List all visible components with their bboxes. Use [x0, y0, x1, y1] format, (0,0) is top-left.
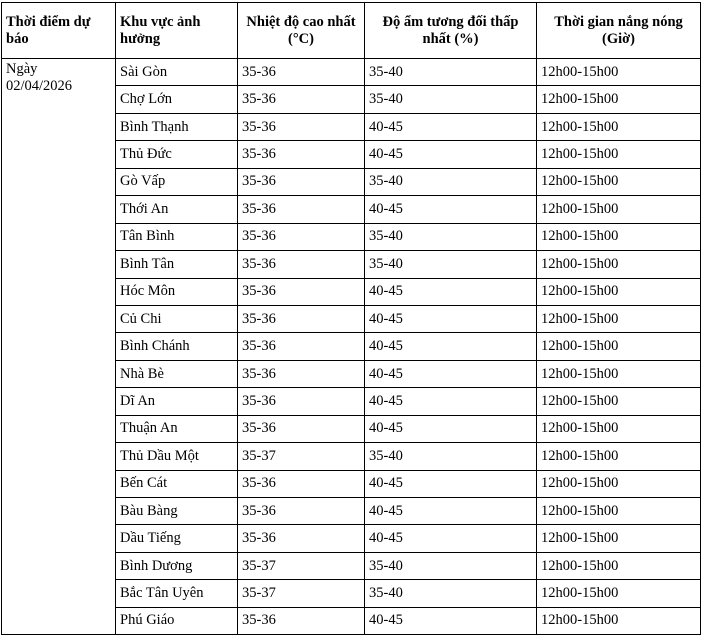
- heat-hours-cell: 12h00-15h00: [537, 278, 701, 305]
- humidity-cell: 40-45: [365, 196, 537, 223]
- area-cell: Thới An: [116, 196, 238, 223]
- heat-hours-cell: 12h00-15h00: [537, 580, 701, 607]
- temperature-cell: 35-36: [238, 196, 365, 223]
- header-affected-area: Khu vực ảnh hưởng: [116, 3, 238, 59]
- heat-hours-cell: 12h00-15h00: [537, 168, 701, 195]
- humidity-cell: 35-40: [365, 552, 537, 579]
- humidity-cell: 40-45: [365, 525, 537, 552]
- humidity-cell: 40-45: [365, 360, 537, 387]
- forecast-date-label: Ngày: [6, 61, 38, 77]
- area-cell: Chợ Lớn: [116, 86, 238, 113]
- area-cell: Bình Chánh: [116, 333, 238, 360]
- forecast-date-value: 02/04/2026: [6, 78, 73, 94]
- forecast-date-cell: [2, 59, 116, 635]
- table-body: [2, 59, 701, 635]
- area-cell: Tân Bình: [116, 223, 238, 250]
- area-cell: Bến Cát: [116, 470, 238, 497]
- temperature-cell: 35-37: [238, 443, 365, 470]
- humidity-cell: 40-45: [365, 278, 537, 305]
- area-cell: Sài Gòn: [116, 59, 238, 86]
- humidity-cell: 40-45: [365, 305, 537, 332]
- heat-hours-cell: 12h00-15h00: [537, 196, 701, 223]
- area-cell: Dầu Tiếng: [116, 525, 238, 552]
- humidity-cell: 35-40: [365, 223, 537, 250]
- humidity-cell: 40-45: [365, 415, 537, 442]
- temperature-cell: 35-36: [238, 59, 365, 86]
- temperature-cell: 35-36: [238, 360, 365, 387]
- header-max-temperature: Nhiệt độ cao nhất (°C): [238, 3, 365, 59]
- temperature-cell: 35-36: [238, 113, 365, 140]
- temperature-cell: 35-36: [238, 223, 365, 250]
- humidity-cell: 40-45: [365, 388, 537, 415]
- heat-hours-cell: 12h00-15h00: [537, 552, 701, 579]
- area-cell: Thủ Đức: [116, 141, 238, 168]
- area-cell: Bắc Tân Uyên: [116, 580, 238, 607]
- humidity-cell: 35-40: [365, 168, 537, 195]
- heat-hours-cell: 12h00-15h00: [537, 113, 701, 140]
- heat-hours-cell: 12h00-15h00: [537, 607, 701, 634]
- humidity-cell: 35-40: [365, 580, 537, 607]
- heat-hours-cell: 12h00-15h00: [537, 251, 701, 278]
- table-row: [2, 59, 701, 86]
- heat-hours-cell: 12h00-15h00: [537, 360, 701, 387]
- heat-hours-cell: 12h00-15h00: [537, 388, 701, 415]
- temperature-cell: 35-36: [238, 168, 365, 195]
- heat-hours-cell: 12h00-15h00: [537, 141, 701, 168]
- heat-hours-cell: 12h00-15h00: [537, 59, 701, 86]
- humidity-cell: 35-40: [365, 443, 537, 470]
- temperature-cell: 35-36: [238, 498, 365, 525]
- heat-hours-cell: 12h00-15h00: [537, 305, 701, 332]
- heat-hours-cell: 12h00-15h00: [537, 525, 701, 552]
- area-cell: Nhà Bè: [116, 360, 238, 387]
- area-cell: Củ Chi: [116, 305, 238, 332]
- temperature-cell: 35-37: [238, 580, 365, 607]
- header-heat-hours: Thời gian nắng nóng (Giờ): [537, 3, 701, 59]
- humidity-cell: 40-45: [365, 607, 537, 634]
- temperature-cell: 35-36: [238, 525, 365, 552]
- area-cell: Thuận An: [116, 415, 238, 442]
- temperature-cell: 35-36: [238, 305, 365, 332]
- temperature-cell: 35-36: [238, 607, 365, 634]
- heat-hours-cell: 12h00-15h00: [537, 498, 701, 525]
- header-min-humidity: Độ ẩm tương đối thấp nhất (%): [365, 3, 537, 59]
- humidity-cell: 40-45: [365, 470, 537, 497]
- area-cell: Bình Thạnh: [116, 113, 238, 140]
- temperature-cell: 35-36: [238, 333, 365, 360]
- humidity-cell: 40-45: [365, 333, 537, 360]
- temperature-cell: 35-36: [238, 470, 365, 497]
- heat-hours-cell: 12h00-15h00: [537, 333, 701, 360]
- area-cell: Hóc Môn: [116, 278, 238, 305]
- temperature-cell: 35-36: [238, 278, 365, 305]
- temperature-cell: 35-36: [238, 415, 365, 442]
- table-header-row: [2, 3, 701, 59]
- humidity-cell: 40-45: [365, 141, 537, 168]
- humidity-cell: 35-40: [365, 86, 537, 113]
- area-cell: Phú Giáo: [116, 607, 238, 634]
- header-forecast-time: Thời điểm dự báo: [2, 3, 116, 59]
- temperature-cell: 35-36: [238, 141, 365, 168]
- heat-hours-cell: 12h00-15h00: [537, 470, 701, 497]
- heat-hours-cell: 12h00-15h00: [537, 86, 701, 113]
- area-cell: Bàu Bàng: [116, 498, 238, 525]
- heat-hours-cell: 12h00-15h00: [537, 415, 701, 442]
- heat-hours-cell: 12h00-15h00: [537, 443, 701, 470]
- area-cell: Bình Dương: [116, 552, 238, 579]
- temperature-cell: 35-37: [238, 552, 365, 579]
- temperature-cell: 35-36: [238, 251, 365, 278]
- heat-forecast-table: [1, 2, 701, 635]
- humidity-cell: 35-40: [365, 59, 537, 86]
- area-cell: Gò Vấp: [116, 168, 238, 195]
- humidity-cell: 40-45: [365, 113, 537, 140]
- heat-hours-cell: 12h00-15h00: [537, 223, 701, 250]
- temperature-cell: 35-36: [238, 388, 365, 415]
- area-cell: Dĩ An: [116, 388, 238, 415]
- humidity-cell: 40-45: [365, 498, 537, 525]
- area-cell: Thủ Dầu Một: [116, 443, 238, 470]
- temperature-cell: 35-36: [238, 86, 365, 113]
- humidity-cell: 35-40: [365, 251, 537, 278]
- area-cell: Bình Tân: [116, 251, 238, 278]
